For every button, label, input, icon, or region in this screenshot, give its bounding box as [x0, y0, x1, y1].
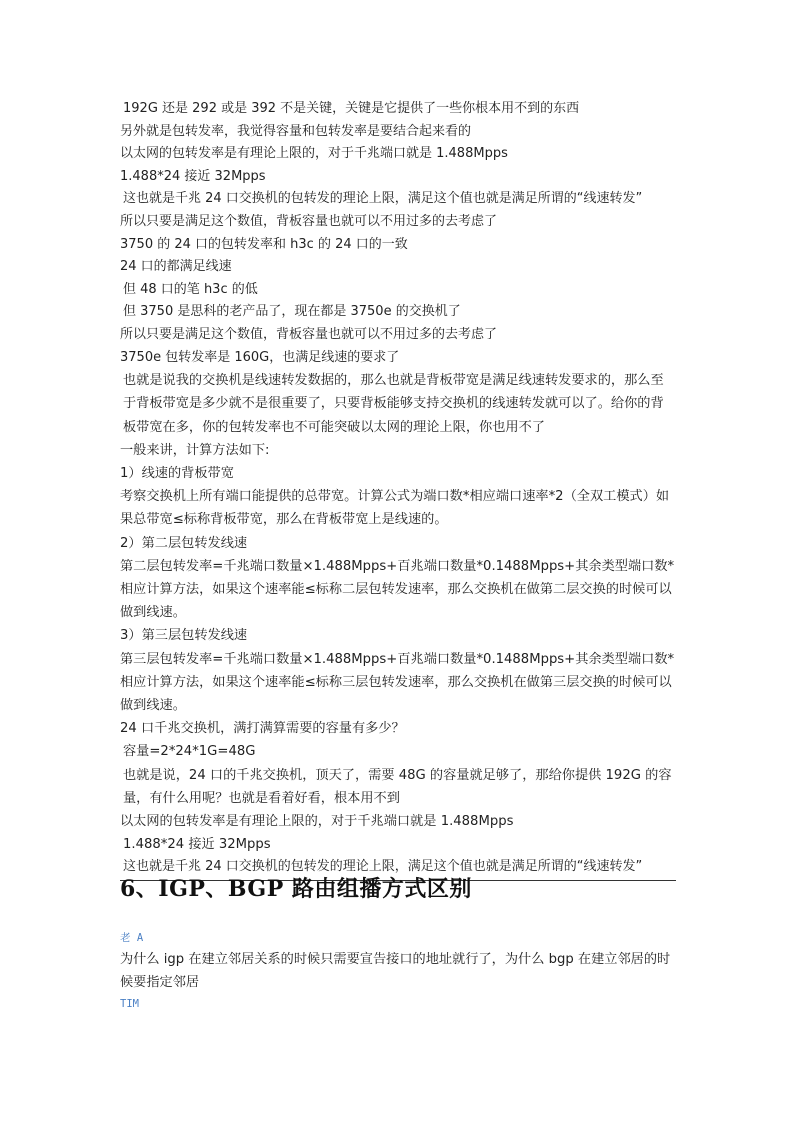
body-paragraph: 第三层包转发率=千兆端口数量×1.488Mpps+百兆端口数量*0.1488Mpps+其余类型端口数*相应计算方法，如果这个速率能≤标称三层包转发速率，那么交换机在做第三层交换的时候可以做到线速。 [120, 651, 675, 713]
body-line: 3750e 包转发率是 160G，也满足线速的要求了 [120, 349, 400, 365]
body-paragraph: 也就是说我的交换机是线速转发数据的，那么也就是背板带宽是满足线速转发要求的，那么至于背板带宽是多少就不是很重要了，只要背板能够支持交换机的线速转发就可以了。给你的背板带宽在多，你的包转发率也不可能突破以太网的理论上限，你也用不了 [123, 373, 664, 435]
body-paragraph: 以太网的包转发率是有理论上限的，对于千兆端口就是 1.488Mpps [120, 813, 514, 829]
body-line: 所以只要是满足这个数值，背板容量也就可以不用过多的去考虑了 [120, 326, 498, 342]
numbered-heading: 1）线速的背板带宽 [120, 465, 234, 481]
body-paragraph: 考察交换机上所有端口能提供的总带宽。计算公式为端口数*相应端口速率*2（全双工模式）如果总带宽≤标称背板带宽，那么在背板带宽上是线速的。 [120, 489, 670, 528]
section-heading: 6、IGP、BGP 路由组播方式区别 [120, 876, 472, 902]
body-paragraph: 也就是说，24 口的千兆交换机，顶天了，需要 48G 的容量就足够了，那给你提供 192G 的容量，有什么用呢？也就是看着好看，根本用不到 [123, 767, 672, 806]
body-paragraph: 1.488*24 接近 32Mpps [123, 837, 271, 853]
body-paragraph: 第二层包转发率=千兆端口数量×1.488Mpps+百兆端口数量*0.1488Mpps+其余类型端口数*相应计算方法，如果这个速率能≤标称二层包转发速率，那么交换机在做第二层交换的时候可以做到线速。 [120, 558, 675, 621]
body-line: 3750 的 24 口的包转发率和 h3c 的 24 口的一致 [120, 236, 408, 252]
body-paragraph: 这也就是千兆 24 口交换机的包转发的理论上限，满足这个值也就是满足所谓的“线速转发” [123, 859, 643, 875]
body-line: 另外就是包转发率，我觉得容量和包转发率是要结合起来看的 [120, 123, 472, 139]
body-line: 192G 还是 292 或是 392 不是关键，关键是它提供了一些你根本用不到的东西 [123, 101, 580, 116]
body-paragraph: 容量=2*24*1G=48G [123, 744, 256, 760]
body-line: 所以只要是满足这个数值，背板容量也就可以不用过多的去考虑了 [120, 213, 498, 229]
body-paragraph: 一般来讲，计算方法如下: [120, 442, 270, 458]
body-line: 这也就是千兆 24 口交换机的包转发的理论上限，满足这个值也就是满足所谓的“线速转发” [123, 191, 643, 207]
speaker-label: TIM [120, 998, 139, 1010]
speaker-label: 老 A [120, 932, 144, 944]
body-line: 以太网的包转发率是有理论上限的，对于千兆端口就是 1.488Mpps [120, 146, 508, 162]
qa-block [120, 928, 676, 1014]
body-paragraph: 24 口千兆交换机，满打满算需要的容量有多少？ [120, 721, 405, 737]
body-line: 但 3750 是思科的老产品了，现在都是 3750e 的交换机了 [123, 304, 461, 320]
body-line: 1.488*24 接近 32Mpps [120, 168, 266, 184]
numbered-heading: 3）第三层包转发线速 [120, 628, 248, 644]
numbered-heading: 2）第二层包转发线速 [120, 535, 248, 551]
document-body [120, 98, 676, 881]
body-line: 24 口的都满足线速 [120, 259, 232, 275]
question-text: 为什么 igp 在建立邻居关系的时候只需要宣告接口的地址就行了，为什么 bgp 在建立邻居的时候要指定邻居 [120, 952, 671, 990]
body-line: 但 48 口的笔 h3c 的低 [123, 281, 258, 297]
